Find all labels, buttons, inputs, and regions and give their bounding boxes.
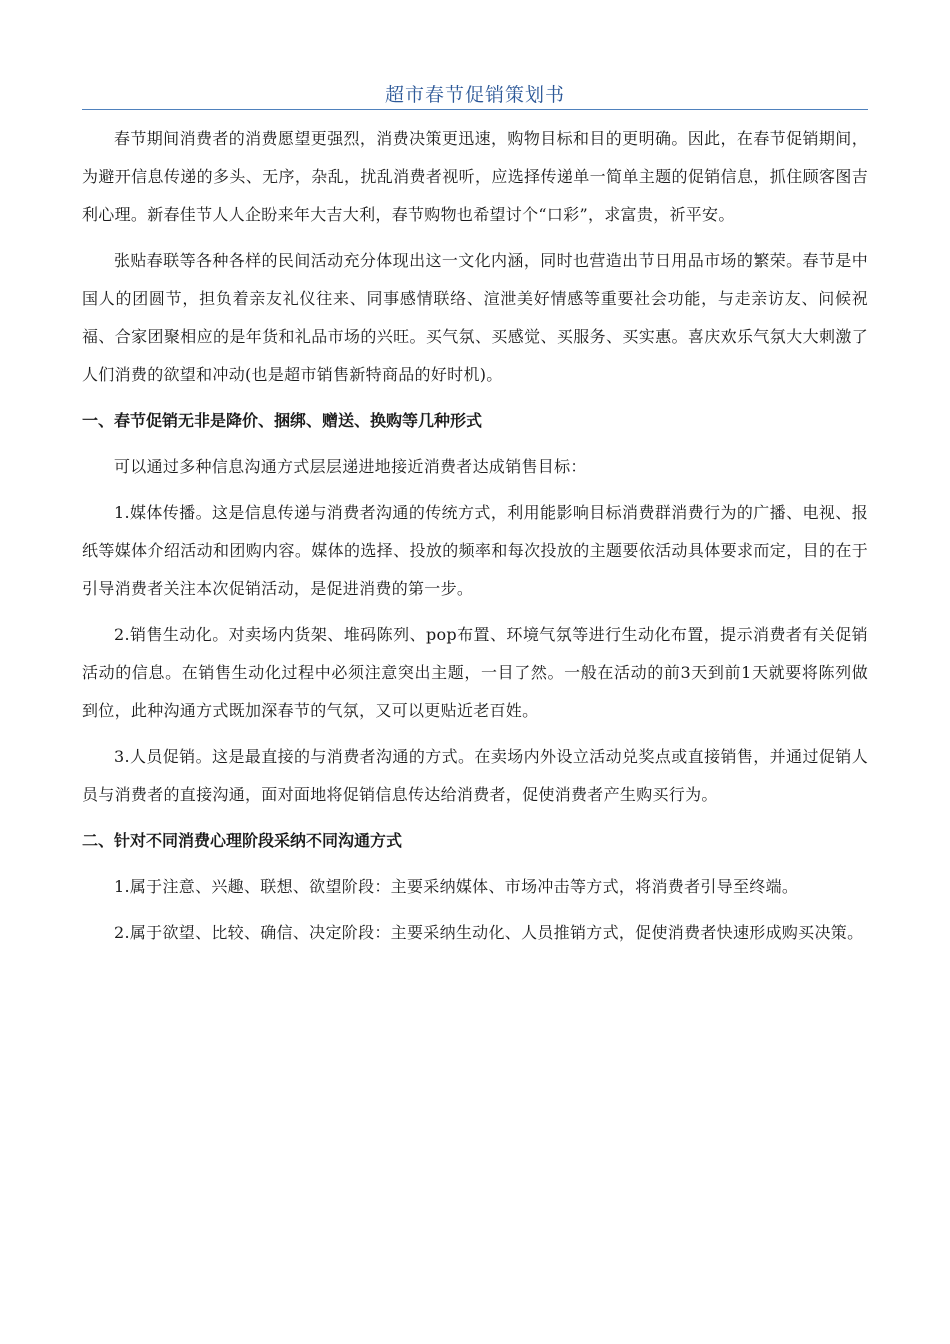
title-underline (82, 109, 868, 110)
paragraph-intro-2: 张贴春联等各种各样的民间活动充分体现出这一文化内涵，同时也营造出节日用品市场的繁荣。春节是中国人的团圆节，担负着亲友礼仪往来、同事感情联络、渲泄美好情感等重要社会功能，与走亲访友、问候祝福、合家团聚相应的是年货和礼品市场的兴旺。买气氛、买感觉、买服务、买实惠。喜庆欢乐气氛大大刺激了人们消费的欲望和冲动(也是超市销售新特商品的好时机)。 (82, 251, 868, 384)
section2-item-1: 1.属于注意、兴趣、联想、欲望阶段：主要采纳媒体、市场冲击等方式，将消费者引导至终端。 (114, 877, 799, 896)
section1-intro: 可以通过多种信息沟通方式层层递进地接近消费者达成销售目标： (114, 457, 587, 476)
section-heading-1: 一、春节促销无非是降价、捆绑、赠送、换购等几种形式 (82, 411, 483, 430)
section1-item-3: 3.人员促销。这是最直接的与消费者沟通的方式。在卖场内外设立活动兑奖点或直接销售，并通过促销人员与消费者的直接沟通，面对面地将促销信息传达给消费者，促使消费者产生购买行为。 (82, 747, 868, 804)
section1-item-2: 2.销售生动化。对卖场内货架、堆码陈列、pop布置、环境气氛等进行生动化布置，提示消费者有关促销活动的信息。在销售生动化过程中必须注意突出主题，一目了然。一般在活动的前3天到前1天就要将陈列做到位，此种沟通方式既加深春节的气氛，又可以更贴近老百姓。 (82, 625, 868, 720)
document-title: 超市春节促销策划书 (384, 84, 565, 106)
section1-item-1: 1.媒体传播。这是信息传递与消费者沟通的传统方式，利用能影响目标消费群消费行为的广播、电视、报纸等媒体介绍活动和团购内容。媒体的选择、投放的频率和每次投放的主题要依活动具体要求而定，目的在于引导消费者关注本次促销活动，是促进消费的第一步。 (82, 503, 868, 598)
section-heading-2: 二、针对不同消费心理阶段采纳不同沟通方式 (82, 831, 403, 850)
section2-item-2: 2.属于欲望、比较、确信、决定阶段：主要采纳生动化、人员推销方式，促使消费者快速形成购买决策。 (114, 923, 864, 942)
document-body (82, 120, 868, 952)
paragraph-intro-1: 春节期间消费者的消费愿望更强烈，消费决策更迅速，购物目标和目的更明确。因此，在春节促销期间，为避开信息传递的多头、无序，杂乱，扰乱消费者视听，应选择传递单一简单主题的促销信息，抓住顾客图吉利心理。新春佳节人人企盼来年大吉大利，春节购物也希望讨个“口彩”，求富贵，祈平安。 (82, 129, 868, 224)
